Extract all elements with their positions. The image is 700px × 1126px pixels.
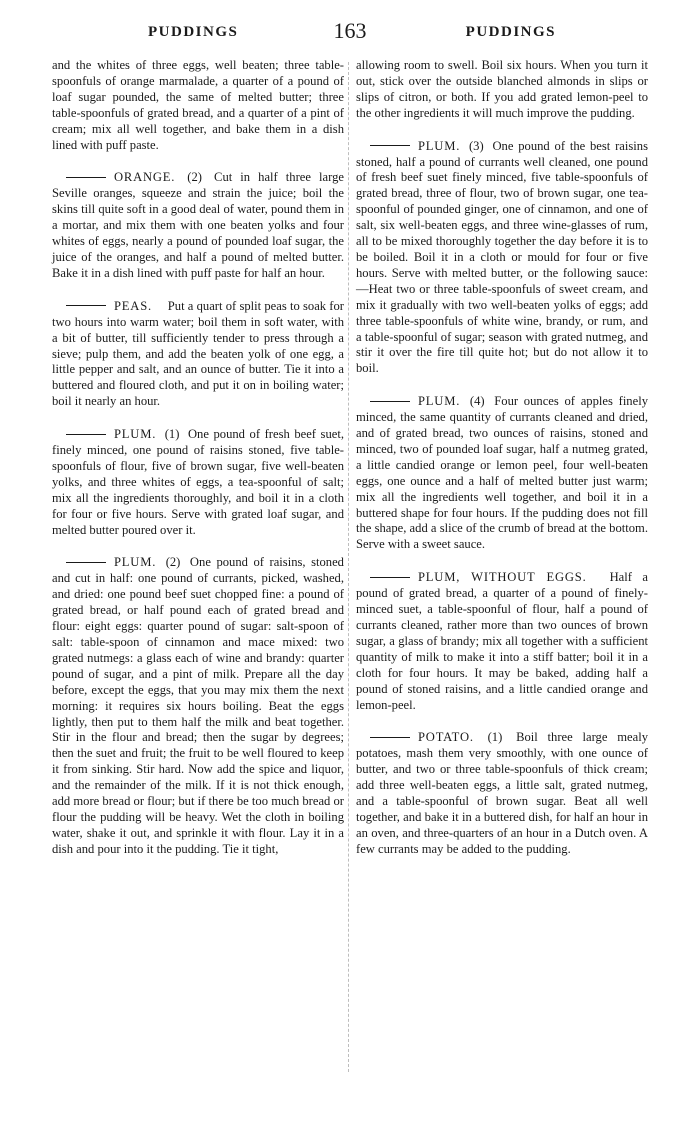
recipe-entry — [356, 394, 648, 553]
recipe-heading: PLUM. — [114, 427, 157, 442]
entry-dash — [370, 401, 410, 402]
recipe-text: Put a quart of split peas to soak for two hours into warm water; boil them in soft water, with a bit of butter, till sufficiently tender to press through a sieve; pulp them, and add the beaten yolk of one egg, a little pepper and salt, and an ounce of butter. Tie it into a buttered and floured cloth, and put it on in boiling water; boil it nearly an hour. — [52, 298, 344, 409]
running-head-left: PUDDINGS — [148, 24, 239, 40]
recipe-number: (1) — [487, 730, 503, 745]
recipe-continuation: and the whites of three eggs, well beaten; three table-spoonfuls of orange marmalade, a quarter of a pound of loaf sugar pounded, the same of melted butter; three table-spoonfuls of grated bread, and a quarter of a pint of cream; mix all well together, and bake them in a dish lined with puff paste. — [52, 58, 344, 152]
recipe-heading: PLUM. — [114, 555, 157, 570]
left-column — [52, 58, 344, 875]
recipe-heading: POTATO. — [418, 730, 474, 745]
entry-dash — [66, 177, 106, 178]
right-column — [356, 58, 648, 875]
recipe-text: Four ounces of apples finely minced, the same quantity of currants cleaned and dried, and of grated bread, two ounces of raisins, stoned and minced, two of pounded loaf sugar, half a nutmeg grated, a little candied orange or lemon peel, four well-beaten eggs, one ounce and a half of melted butter just warm; mix all the ingredients well together, and boil it in a buttered shape for four hours. If the pudding does not fill the shape, add a slice of the crumb of bread at the bottom. Serve with a sweet sauce. — [356, 394, 648, 552]
entry-dash — [370, 737, 410, 738]
recipe-heading: PLUM. — [418, 138, 461, 153]
recipe-number: (2) — [187, 170, 202, 185]
recipe-text: Half a pound of grated bread, a quarter of a pound of finely-minced suet, a table-spoonful of flour, half a pound of currants cleaned, rather more than two ounces of brown sugar, a glass of brandy; mix all together with a sufficient quantity of milk to make it into a stiff batter; boil it in a cloth for four hours. It may be baked, adding half a pound of stoned raisins, and a little candied orange and lemon-peel. — [356, 570, 648, 712]
column-divider — [348, 62, 349, 1072]
running-head-right: PUDDINGS — [465, 24, 556, 40]
recipe-entry — [52, 427, 344, 538]
recipe-heading: PLUM. — [418, 394, 461, 409]
recipe-entry — [356, 730, 648, 857]
recipe-heading: ORANGE. — [114, 170, 176, 185]
recipe-number: (3) — [468, 138, 484, 153]
recipe-entry — [356, 570, 648, 713]
recipe-number: (1) — [164, 427, 180, 442]
page-number: 163 — [333, 18, 367, 43]
recipe-continuation: allowing room to swell. Boil six hours. When you turn it out, stick over the outside blanched almonds in slips or slips of citron, or both. If you add grated lemon-peel to the other ingredients it will much improve the pudding. — [356, 58, 648, 120]
entry-dash — [66, 434, 106, 435]
entry-dash — [66, 562, 106, 563]
recipe-entry — [52, 299, 344, 410]
recipe-entry — [356, 139, 648, 378]
running-head — [52, 18, 648, 48]
recipe-number: (4) — [469, 394, 485, 409]
recipe-text: One pound of raisins, stoned and cut in half: one pound of currants, picked, washed, and dried: one pound beef suet chopped fine: a pound of grated bread, or half pound each of grated bread and flour: eight eggs: quarter pound of sugar: salt-spoon of salt: table-spoon of cinnamon and mace mixed: two grated nutmegs: a glass each of wine and brandy: quarter pound of sugar, and a pint of milk. Prepare all the day before, except the eggs, that you may mix them the next morning: it requires six hours boiling. Beat the eggs lightly, then put to them half the milk and beat together. Stir in the flour and bread; then the sugar by degrees; then the suet and fruit; the fruit to be well floured to keep it from sinking. Stir hard. Now add the spice and liquor, and the remainder of the milk. If it is not thick enough, add more bread or flour; but if there be too much bread or flour the pudding will be heavy. Wet the cloth in boiling water, shake it out, and sprinkle it with flour. Lay it in a dish and pour into it the pudding. Tie it tight, — [52, 555, 344, 856]
recipe-entry — [52, 555, 344, 857]
recipe-entry — [52, 170, 344, 281]
recipe-text: One pound of the best raisins stoned, half a pound of currants well cleaned, one pound of fresh beef suet finely minced, five table-spoonfuls of grated bread, three of flour, two of brown sugar, one tea-spoonful of pounded ginger, one of cinnamon, and one of salt, six well-beaten eggs, and three wine-glasses of rum, all to be mixed thoroughly together the day before it is to be boiled. Boil it in a cloth or mould for four or five hours. Serve with melted butter, or the following sauce:—Heat two or three table-spoonfuls of sweet cream, and mix it gradually with two well-beaten yolks of eggs; add three table-spoonfuls of white wine, brandy, or rum, and a table-spoonful of sugar; season with grated nutmeg, and stir it over the fire till quite hot; but do not allow it to boil. — [356, 138, 648, 376]
recipe-heading: PEAS. — [114, 298, 152, 313]
recipe-number: (2) — [165, 555, 181, 570]
recipe-text: Cut in half three large Seville oranges, squeeze and strain the juice; boil the skins till quite soft in a good deal of water, pound them in a mortar, and mix them with one beaten yolks and four whites of eggs, nearly a pound of pounded loaf sugar, the juice of the oranges, and half a pound of melted butter. Bake it in a dish lined with puff paste for half an hour. — [52, 170, 344, 280]
recipe-heading: PLUM, WITHOUT EGGS. — [418, 570, 587, 585]
entry-dash — [66, 305, 106, 306]
entry-dash — [370, 145, 410, 146]
entry-dash — [370, 577, 410, 578]
recipe-text: Boil three large mealy potatoes, mash them very smoothly, with one ounce of butter, and two or three table-spoonfuls of thick cream; add three well-beaten eggs, a little salt, grated nutmeg, and a table-spoonful of brown sugar. Beat all well together, and bake it in a buttered dish, for half an hour in an oven, and three-quarters of an hour in a Dutch oven. A few currants may be added to the pudding. — [356, 730, 649, 856]
recipe-text: One pound of fresh beef suet, finely minced, one pound of raisins stoned, five table-spoonfuls of flour, five of brown sugar, five well-beaten yolks, and three whites of eggs, a tea-spoonful of salt; mix all the ingredients thoroughly, and boil it in a cloth for four or five hours. Serve with grated loaf sugar, and melted butter poured over it. — [52, 427, 344, 537]
